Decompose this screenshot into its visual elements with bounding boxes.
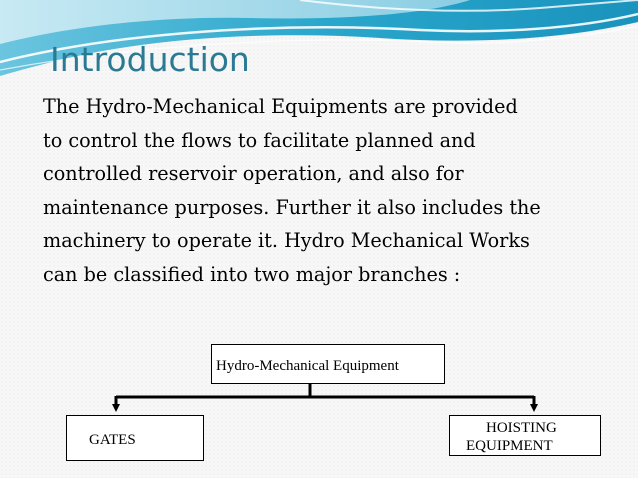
diagram-root-node [211,344,445,384]
diagram-branch-label: GATES [89,432,136,448]
diagram-root-label: Hydro-Mechanical Equipment [216,358,399,374]
diagram-branch-hoisting-equipment [449,415,601,456]
body-line: controlled reservoir operation, and also for [43,162,464,185]
diagram-branch-label: EQUIPMENT [466,438,553,454]
diagram-branch-gates [66,415,204,461]
slide-title: Introduction [50,40,250,79]
body-line: to control the flows to facilitate planned and [43,128,476,152]
body-line: can be classified into two major branches : [43,262,461,286]
body-line: machinery to operate it. Hydro Mechanical Works [43,229,530,252]
body-line: The Hydro-Mechanical Equipments are provided [43,95,518,118]
diagram-branch-label: HOISTING [486,420,557,436]
body-line: maintenance purposes. Further it also includes the [43,195,541,219]
